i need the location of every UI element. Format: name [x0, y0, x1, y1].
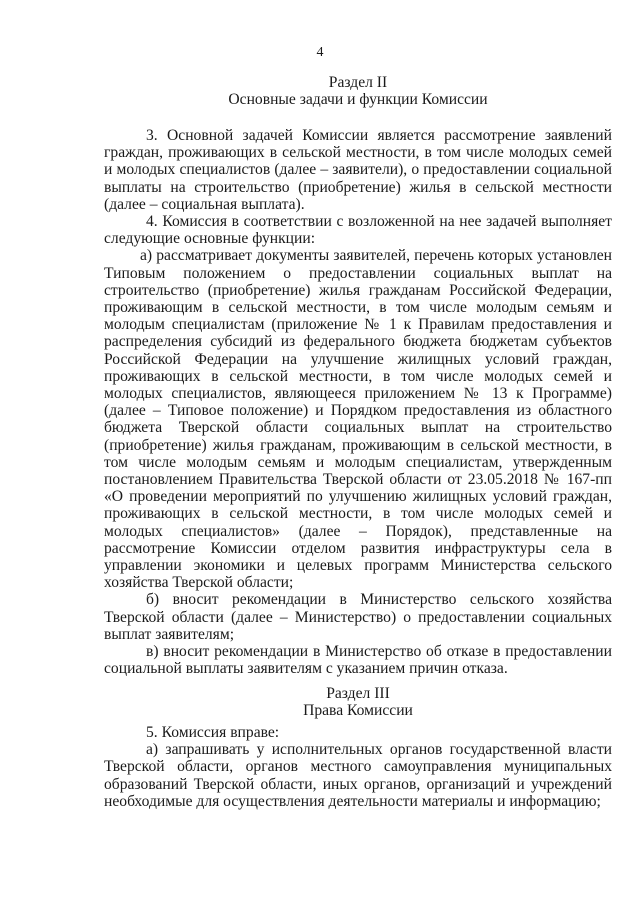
- paragraph-5: 5. Комиссия вправе:: [146, 724, 280, 741]
- paragraph-5a: а) запрашивать у исполнительных органов государственной власти Тверской области, органов местного самоуправления муниципальных образований Тверской области, иных органов, организаций и учреждений необходимые для осуществления деятельности материалы и информацию;: [104, 741, 612, 810]
- section-2-label: Раздел II: [328, 74, 388, 91]
- section-3: [104, 685, 612, 719]
- section-3-body: [104, 724, 612, 810]
- paragraph-4b: б) вносит рекомендации в Министерство сельского хозяйства Тверской области (далее – Министерство) о предоставлении социальных выплат заявителям;: [104, 591, 612, 643]
- section-2: [104, 74, 612, 108]
- page-number: 4: [316, 45, 324, 60]
- paragraph-3: 3. Основной задачей Комиссии является рассмотрение заявлений граждан, проживающих в сельской местности, в том числе молодых семей и молодых специалистов (далее – заявители), о предоставлении социальной выплаты на строительство (приобретение) жилья в сельской местности (далее – социальная выплата).: [104, 127, 612, 213]
- section-2-body: [104, 127, 612, 678]
- paragraph-4a: а) рассматривает документы заявителей, перечень которых установлен Типовым положением о предоставлении социальных выплат на строительство (приобретение) жилья гражданам Российской Федерации, проживающим в сельской местности, в том числе молодым семьям и молодым специалистам (приложение № 1 к Правилам предоставления и распределения субсидий из федерального бюджета бюджетам субъектов Российской Федерации на улучшение жилищных условий граждан, проживающих в сельской местности, в том числе молодых семей и молодых специалистов, являющееся приложением № 13 к Программе) (далее – Типовое положение) и Порядком предоставления из областного бюджета Тверской области социальных выплат на строительство (приобретение) жилья гражданам, проживающим в сельской местности, в том числе молодым семьям и молодым специалистам, утвержденным постановлением Правительства Тверской области от 23.05.2018 № 167-пп «О проведении мероприятий по улучшению жилищных условий граждан, проживающих в сельской местности, в том числе молодых семей и молодых специалистов» (далее – Порядок), представленные на рассмотрение Комиссии отделом развития инфраструктуры села в управлении экономики и целевых программ Министерства сельского хозяйства Тверской области;: [104, 247, 612, 592]
- paragraph-4c: в) вносит рекомендации в Министерство об отказе в предоставлении социальной выплаты заявителям с указанием причин отказа.: [104, 643, 612, 678]
- paragraph-4: 4. Комиссия в соответствии с возложенной на нее задачей выполняет следующие основные функции:: [104, 213, 612, 248]
- section-3-label: Раздел III: [326, 685, 390, 702]
- section-3-title: Права Комиссии: [303, 702, 413, 720]
- section-2-title: Основные задачи и функции Комиссии: [228, 91, 488, 109]
